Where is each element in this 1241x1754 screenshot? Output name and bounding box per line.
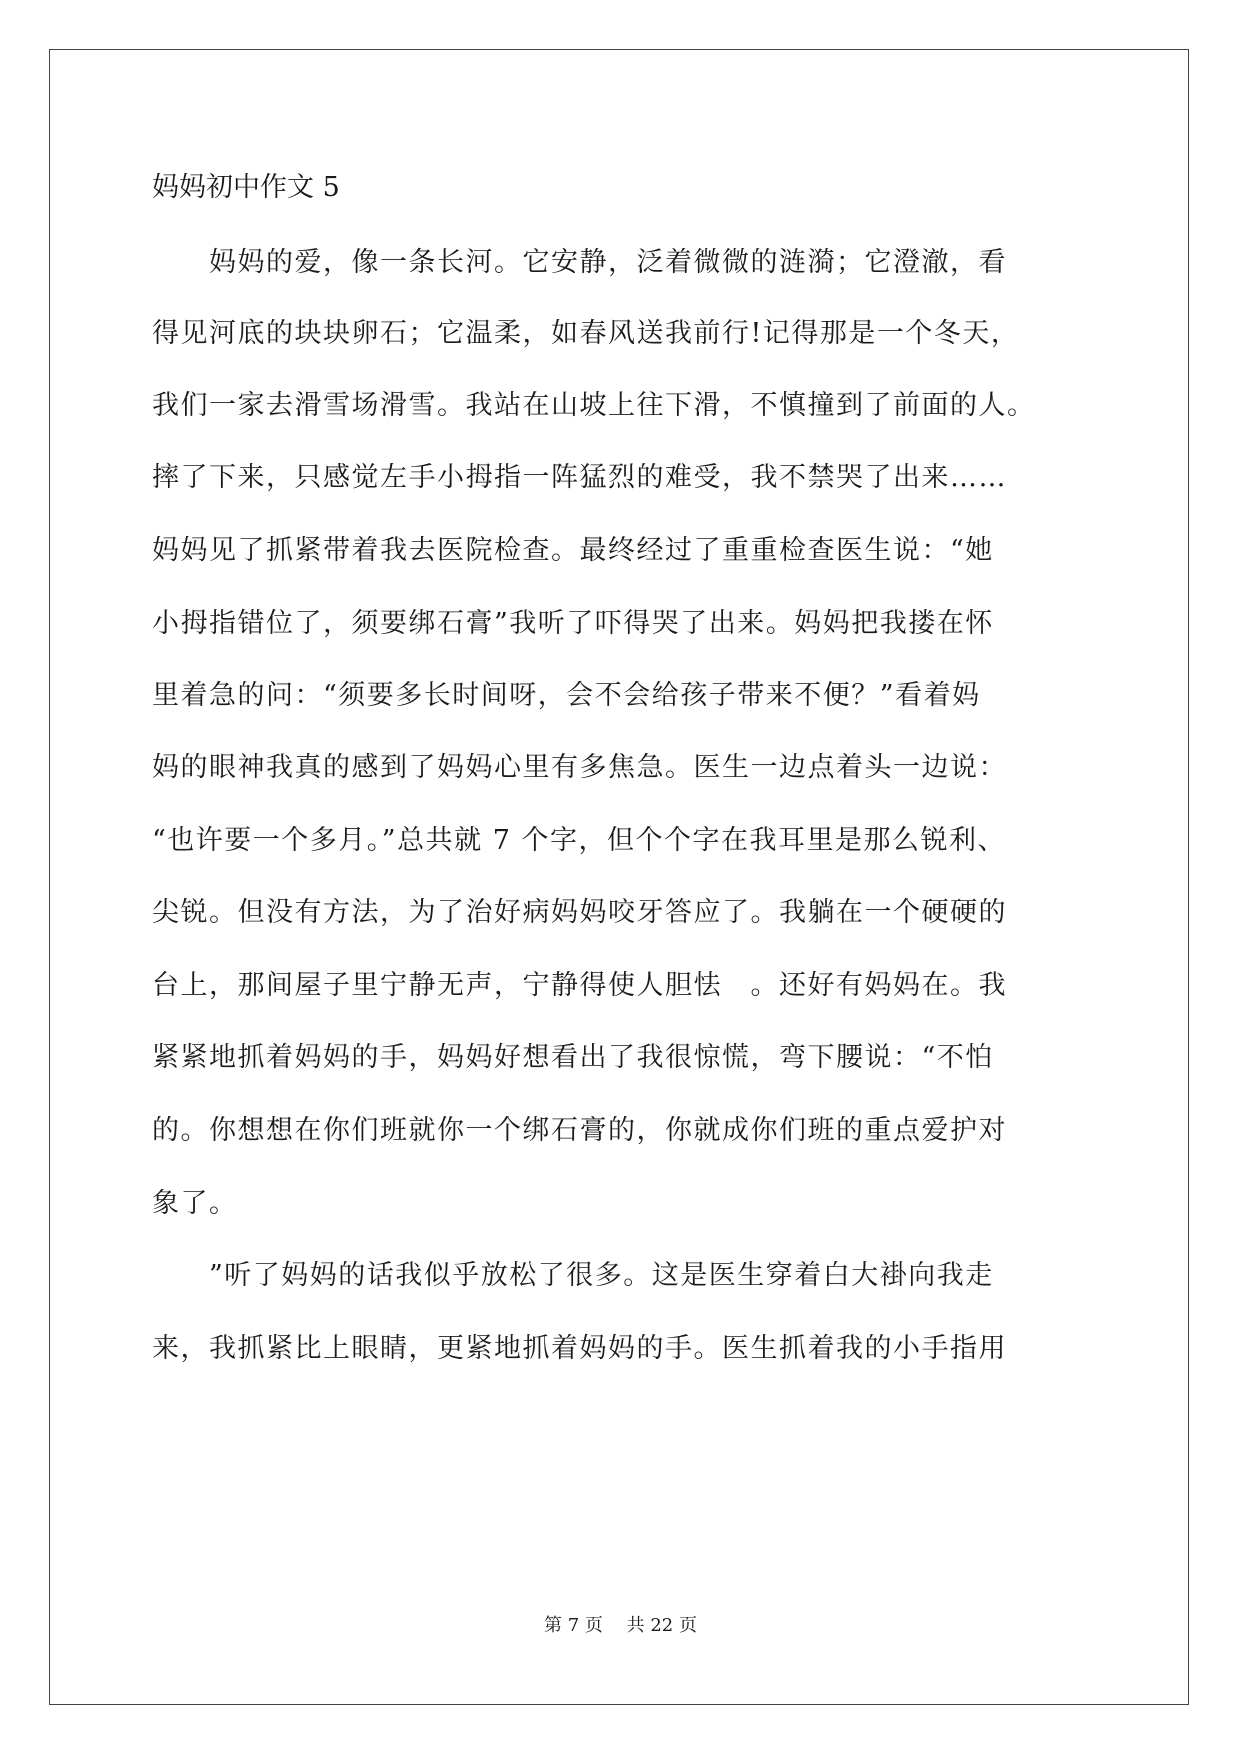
paragraph-line: ”听了妈妈的话我似乎放松了很多。这是医生穿着白大褂向我走 bbox=[152, 1260, 994, 1291]
paragraph-line: 我们一家去滑雪场滑雪。我站在山坡上往下滑，不慎撞到了前面的人。 bbox=[152, 390, 1036, 421]
paragraph-line: 紧紧地抓着妈妈的手，妈妈好想看出了我很惊慌，弯下腰说：“不怕 bbox=[152, 1042, 994, 1073]
paragraph-line: “也许要一个多月。”总共就 7 个字，但个个字在我耳里是那么锐利、 bbox=[152, 825, 1006, 856]
paragraph-line: 的。你想想在你们班就你一个绑石膏的，你就成你们班的重点爱护对 bbox=[152, 1115, 1007, 1146]
paragraph-line: 小拇指错位了，须要绑石膏”我听了吓得哭了出来。妈妈把我搂在怀 bbox=[152, 608, 994, 639]
page-number-footer: 第 7 页 共 22 页 bbox=[544, 1615, 697, 1636]
paragraph-line: 妈的眼神我真的感到了妈妈心里有多焦急。医生一边点着头一边说： bbox=[152, 752, 1007, 783]
document-title: 妈妈初中作文 5 bbox=[152, 172, 340, 203]
paragraph-line: 妈妈的爱，像一条长河。它安静，泛着微微的涟漪；它澄澈，看 bbox=[152, 247, 1007, 278]
paragraph-line: 象了。 bbox=[152, 1188, 238, 1219]
paragraph-line: 来，我抓紧比上眼睛，更紧地抓着妈妈的手。医生抓着我的小手指用 bbox=[152, 1333, 1007, 1364]
page-border bbox=[49, 49, 1189, 1705]
paragraph-line: 里着急的问：“须要多长时间呀，会不会给孩子带来不便？”看着妈 bbox=[152, 680, 981, 711]
paragraph-line: 妈妈见了抓紧带着我去医院检查。最终经过了重重检查医生说：“她 bbox=[152, 535, 994, 566]
paragraph-line: 得见河底的块块卵石；它温柔，如春风送我前行!记得那是一个冬天， bbox=[152, 318, 1020, 349]
paragraph-line: 摔了下来，只感觉左手小拇指一阵猛烈的难受，我不禁哭了出来…… bbox=[152, 462, 1007, 493]
paragraph-line: 尖锐。但没有方法，为了治好病妈妈咬牙答应了。我躺在一个硬硬的 bbox=[152, 897, 1007, 928]
paragraph-line: 台上，那间屋子里宁静无声，宁静得使人胆怯 。还好有妈妈在。我 bbox=[152, 970, 1007, 1001]
